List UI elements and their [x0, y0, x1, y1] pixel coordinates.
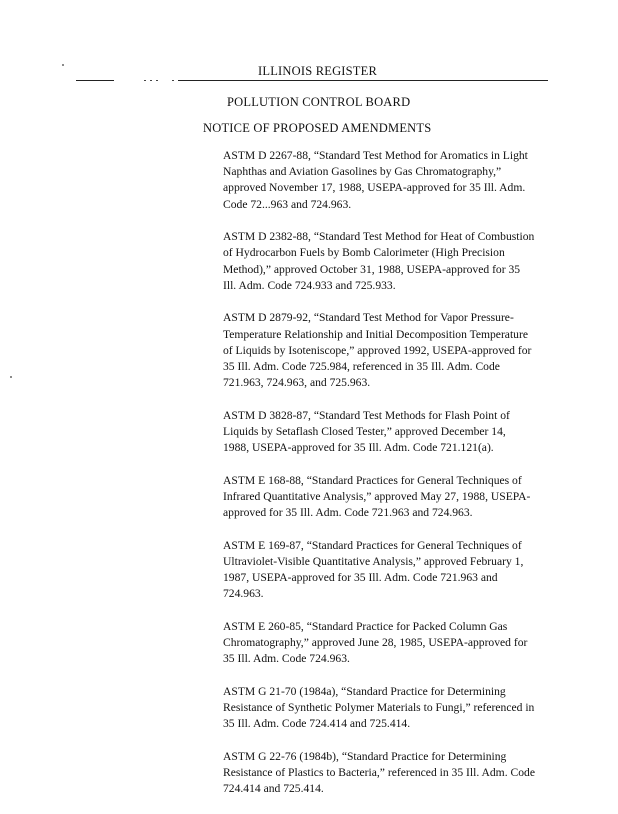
header-rule-dot: [144, 80, 146, 81]
entry-line: Resistance of Synthetic Polymer Materials to Fungi,” referenced in: [223, 701, 535, 715]
entry-line: 35 Ill. Adm. Code 725.984, referenced in 35 Ill. Adm. Code: [223, 360, 500, 374]
entry-line: 35 Ill. Adm. Code 724.414 and 725.414.: [223, 717, 411, 731]
header-rule-right: [178, 80, 548, 81]
entry-line: 724.963.: [223, 587, 264, 601]
entry-line: ASTM E 168-88, “Standard Practices for General Techniques of: [223, 473, 522, 487]
entry-line: Infrared Quantitative Analysis,” approved May 27, 1988, USEPA-: [223, 490, 531, 504]
entry-line: Chromatography,” approved June 28, 1985, USEPA-approved for: [223, 636, 528, 650]
reference-entry: [223, 310, 553, 391]
entry-line: ASTM G 21-70 (1984a), “Standard Practice for Determining: [223, 685, 506, 699]
entry-line: Liquids by Setaflash Closed Tester,” approved December 14,: [223, 425, 506, 439]
entry-line: ASTM D 2382-88, “Standard Test Method for Heat of Combustion: [223, 230, 535, 244]
scan-speck: [62, 64, 64, 66]
reference-entry: [223, 148, 553, 213]
entry-line: 35 Ill. Adm. Code 724.963.: [223, 652, 350, 666]
entry-line: Code 72...963 and 724.963.: [223, 197, 352, 211]
notice-title: NOTICE OF PROPOSED AMENDMENTS: [203, 121, 432, 135]
entry-line: Resistance of Plastics to Bacteria,” referenced in 35 Ill. Adm. Code: [223, 766, 535, 780]
header-rule-dot: [150, 80, 152, 81]
entry-line: ASTM E 260-85, “Standard Practice for Packed Column Gas: [223, 620, 508, 634]
reference-entry: [223, 749, 553, 798]
entry-line: of Hydrocarbon Fuels by Bomb Calorimeter (High Precision: [223, 246, 505, 260]
entry-line: approved for 35 Ill. Adm. Code 721.963 and 724.963.: [223, 506, 473, 520]
entry-line: 724.414 and 725.414.: [223, 782, 324, 796]
reference-entry: [223, 229, 553, 294]
register-title: ILLINOIS REGISTER: [258, 64, 378, 78]
reference-entry: [223, 408, 553, 457]
header-rule-left: [76, 80, 114, 81]
reference-entry: [223, 684, 553, 733]
reference-list: [223, 148, 553, 814]
entry-line: ASTM D 2879-92, “Standard Test Method for Vapor Pressure-: [223, 311, 514, 325]
reference-entry: [223, 619, 553, 668]
entry-line: ASTM D 2267-88, “Standard Test Method for Aromatics in Light: [223, 149, 528, 162]
header-rule-dot: [172, 80, 174, 81]
scan-speck: [10, 376, 12, 378]
entry-line: Temperature Relationship and Initial Decomposition Temperature: [223, 327, 528, 341]
reference-entry: [223, 473, 553, 522]
entry-line: Ultraviolet-Visible Quantitative Analysis,” approved February 1,: [223, 555, 524, 569]
entry-line: Ill. Adm. Code 724.933 and 725.933.: [223, 278, 396, 292]
header-rule-dot: [156, 80, 158, 81]
entry-line: approved November 17, 1988, USEPA-approved for 35 Ill. Adm.: [223, 181, 526, 195]
entry-line: 721.963, 724.963, and 725.963.: [223, 376, 371, 390]
entry-line: Method),” approved October 31, 1988, USEPA-approved for 35: [223, 262, 521, 276]
entry-line: ASTM E 169-87, “Standard Practices for General Techniques of: [223, 538, 522, 552]
reference-entry: [223, 538, 553, 603]
entry-line: ASTM D 3828-87, “Standard Test Methods for Flash Point of: [223, 408, 510, 422]
entry-line: ASTM G 22-76 (1984b), “Standard Practice for Determining: [223, 750, 507, 764]
entry-line: 1987, USEPA-approved for 35 Ill. Adm. Code 721.963 and: [223, 571, 498, 585]
entry-line: of Liquids by Isoteniscope,” approved 1992, USEPA-approved for: [223, 343, 532, 357]
entry-line: 1988, USEPA-approved for 35 Ill. Adm. Code 721.121(a).: [223, 441, 494, 455]
entry-line: Naphthas and Aviation Gasolines by Gas Chromatography,”: [223, 165, 502, 179]
board-title: POLLUTION CONTROL BOARD: [227, 95, 411, 109]
